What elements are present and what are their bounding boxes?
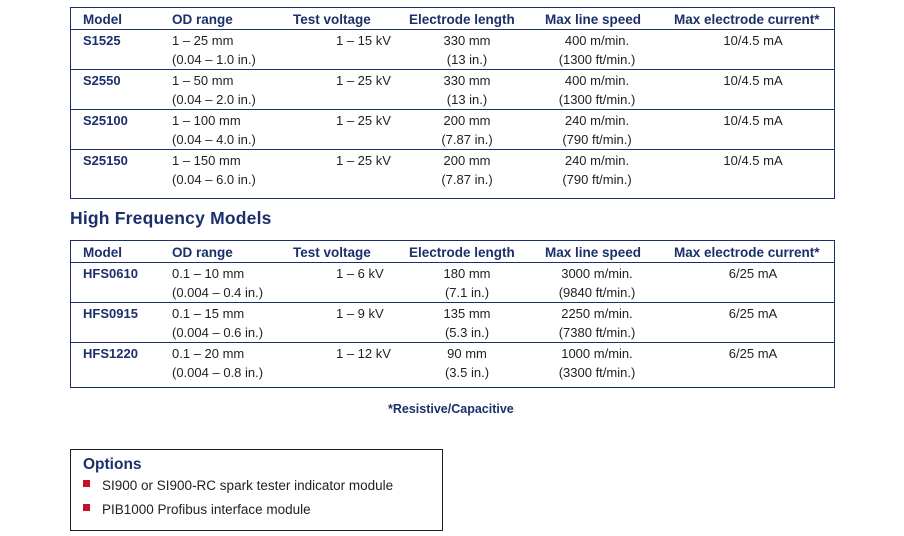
- table-header-row: Model OD range Test voltage Electrode length Max line speed Max electrode current*: [71, 8, 834, 30]
- od-range-mm: 1 – 50 mm: [172, 73, 234, 88]
- electrode-length-cell: [444, 344, 511, 382]
- od-range-in: (0.04 – 2.0 in.): [172, 92, 256, 107]
- electrode-length-mm: 135 mm: [443, 306, 491, 321]
- electrode-length-in: (13 in.): [446, 92, 488, 107]
- footnote: *Resistive/Capacitive: [388, 402, 514, 416]
- line-speed-metric: 3000 m/min.: [561, 266, 633, 281]
- header-max-electrode-current: Max electrode current*: [674, 245, 820, 260]
- electrode-current-cell: [723, 151, 812, 170]
- electrode-current-value: 6/25 mA: [728, 266, 778, 281]
- header-max-electrode-current: Max electrode current*: [674, 12, 820, 27]
- electrode-length-cell: [443, 31, 514, 69]
- line-speed-metric: 1000 m/min.: [561, 346, 633, 361]
- header-electrode-length: Electrode length: [409, 245, 515, 260]
- electrode-length-mm: 200 mm: [443, 153, 491, 168]
- line-speed-cell: [558, 31, 674, 69]
- electrode-current-value: 10/4.5 mA: [723, 113, 783, 128]
- electrode-length-in: (13 in.): [446, 52, 488, 67]
- list-item: [83, 502, 311, 517]
- line-speed-imperial: (9840 ft/min.): [558, 285, 636, 300]
- od-range-in: (0.004 – 0.8 in.): [172, 365, 264, 380]
- electrode-length-in: (3.5 in.): [444, 365, 490, 380]
- od-range-cell: [172, 111, 256, 149]
- line-speed-metric: 400 m/min.: [564, 33, 630, 48]
- electrode-length-in: (7.87 in.): [441, 172, 493, 187]
- line-speed-imperial: (1300 ft/min.): [558, 92, 636, 107]
- header-max-line-speed: Max line speed: [545, 12, 642, 27]
- list-item: [83, 478, 393, 493]
- line-speed-imperial: (790 ft/min.): [562, 172, 632, 187]
- line-speed-cell: [558, 264, 674, 302]
- model-name: S2550: [83, 73, 121, 88]
- line-speed-metric: 240 m/min.: [564, 113, 630, 128]
- table-row: S25100 1 – 100 mm (0.04 – 4.0 in.) 1 – 25 kV 200 mm (7.87 in.) 240 m/min. (790 ft/min.) 10/4.5 mA: [71, 110, 834, 150]
- od-range-mm: 0.1 – 15 mm: [172, 306, 245, 321]
- electrode-current-value: 6/25 mA: [728, 346, 778, 361]
- electrode-current-value: 6/25 mA: [728, 306, 778, 321]
- electrode-current-value: 10/4.5 mA: [723, 33, 783, 48]
- header-od-range: OD range: [172, 245, 233, 260]
- od-range-in: (0.004 – 0.6 in.): [172, 325, 264, 340]
- electrode-length-cell: [441, 151, 518, 189]
- header-model: Model: [83, 12, 122, 27]
- od-range-mm: 0.1 – 20 mm: [172, 346, 245, 361]
- electrode-current-cell: [728, 264, 801, 283]
- header-model: Model: [83, 245, 122, 260]
- model-name: HFS0610: [83, 266, 138, 281]
- od-range-cell: [172, 304, 263, 342]
- options-title: Options: [83, 456, 142, 473]
- od-range-cell: [172, 264, 263, 302]
- table-row: S1525 1 – 25 mm (0.04 – 1.0 in.) 1 – 15 kV 330 mm (13 in.) 400 m/min. (1300 ft/min.) 10/4.5 mA: [71, 30, 834, 70]
- od-range-cell: [172, 31, 256, 69]
- line-speed-metric: 2250 m/min.: [561, 306, 633, 321]
- od-range-in: (0.004 – 0.4 in.): [172, 285, 264, 300]
- option-label: SI900 or SI900-RC spark tester indicator module: [102, 478, 394, 493]
- option-label: PIB1000 Profibus interface module: [102, 502, 311, 517]
- model-name: HFS1220: [83, 346, 138, 361]
- line-speed-cell: [558, 71, 674, 109]
- od-range-in: (0.04 – 1.0 in.): [172, 52, 256, 67]
- od-range-cell: [172, 344, 263, 382]
- line-speed-cell: [562, 151, 666, 189]
- od-range-mm: 1 – 25 mm: [172, 33, 234, 48]
- table-row: HFS0915 0.1 – 15 mm (0.004 – 0.6 in.) 1 – 9 kV 135 mm (5.3 in.) 2250 m/min. (7380 ft/min.) 6/25 mA: [71, 303, 834, 343]
- model-name: S1525: [83, 33, 121, 48]
- line-speed-imperial: (1300 ft/min.): [558, 52, 636, 67]
- header-max-line-speed: Max line speed: [545, 245, 642, 260]
- electrode-length-mm: 200 mm: [443, 113, 491, 128]
- electrode-length-cell: [443, 304, 514, 342]
- od-range-mm: 0.1 – 10 mm: [172, 266, 245, 281]
- electrode-current-value: 10/4.5 mA: [723, 153, 783, 168]
- electrode-length-mm: 330 mm: [443, 73, 491, 88]
- electrode-length-mm: 180 mm: [443, 266, 491, 281]
- electrode-length-mm: 330 mm: [443, 33, 491, 48]
- od-range-cell: [172, 71, 256, 109]
- table-header-row: Model OD range Test voltage Electrode length Max line speed Max electrode current*: [71, 241, 834, 263]
- electrode-length-in: (7.1 in.): [444, 285, 490, 300]
- electrode-current-cell: [723, 111, 812, 130]
- model-name: S25150: [83, 153, 128, 168]
- electrode-current-value: 10/4.5 mA: [723, 73, 783, 88]
- line-speed-metric: 400 m/min.: [564, 73, 630, 88]
- od-range-in: (0.04 – 6.0 in.): [172, 172, 256, 187]
- electrode-current-cell: [728, 304, 801, 323]
- line-speed-cell: [562, 111, 666, 149]
- header-electrode-length: Electrode length: [409, 12, 515, 27]
- header-od-range: OD range: [172, 12, 233, 27]
- options-box: [70, 449, 443, 531]
- table-row: S25150 1 – 150 mm (0.04 – 6.0 in.) 1 – 25 kV 200 mm (7.87 in.) 240 m/min. (790 ft/min.) 10/4.5 mA: [71, 150, 834, 190]
- od-range-mm: 1 – 100 mm: [172, 113, 241, 128]
- electrode-length-cell: [443, 264, 514, 302]
- electrode-length-cell: [443, 71, 514, 109]
- electrode-current-cell: [723, 31, 812, 50]
- model-name: S25100: [83, 113, 128, 128]
- model-name: HFS0915: [83, 306, 138, 321]
- electrode-current-cell: [728, 344, 801, 363]
- electrode-current-cell: [723, 71, 812, 90]
- od-range-cell: [172, 151, 256, 189]
- od-range-in: (0.04 – 4.0 in.): [172, 132, 256, 147]
- line-speed-cell: [558, 304, 674, 342]
- table-row: S2550 1 – 50 mm (0.04 – 2.0 in.) 1 – 25 kV 330 mm (13 in.) 400 m/min. (1300 ft/min.) 10/4.5 mA: [71, 70, 834, 110]
- line-speed-imperial: (790 ft/min.): [562, 132, 632, 147]
- square-bullet-icon: [83, 504, 90, 511]
- line-speed-imperial: (7380 ft/min.): [558, 325, 636, 340]
- line-speed-cell: [558, 344, 674, 382]
- od-range-mm: 1 – 150 mm: [172, 153, 241, 168]
- electrode-length-mm: 90 mm: [447, 346, 487, 361]
- table-row: HFS1220 0.1 – 20 mm (0.004 – 0.8 in.) 1 – 12 kV 90 mm (3.5 in.) 1000 m/min. (3300 ft/min.) 6/25 mA: [71, 343, 834, 383]
- high-frequency-models-table: [70, 240, 835, 388]
- high-frequency-section-title: High Frequency Models: [70, 208, 272, 228]
- electrode-length-cell: [441, 111, 518, 149]
- square-bullet-icon: [83, 480, 90, 487]
- line-speed-imperial: (3300 ft/min.): [558, 365, 636, 380]
- electrode-length-in: (5.3 in.): [444, 325, 490, 340]
- line-speed-metric: 240 m/min.: [564, 153, 630, 168]
- standard-models-table: [70, 7, 835, 199]
- electrode-length-in: (7.87 in.): [441, 132, 493, 147]
- table-row: HFS0610 0.1 – 10 mm (0.004 – 0.4 in.) 1 – 6 kV 180 mm (7.1 in.) 3000 m/min. (9840 ft/min.) 6/25 mA: [71, 263, 834, 303]
